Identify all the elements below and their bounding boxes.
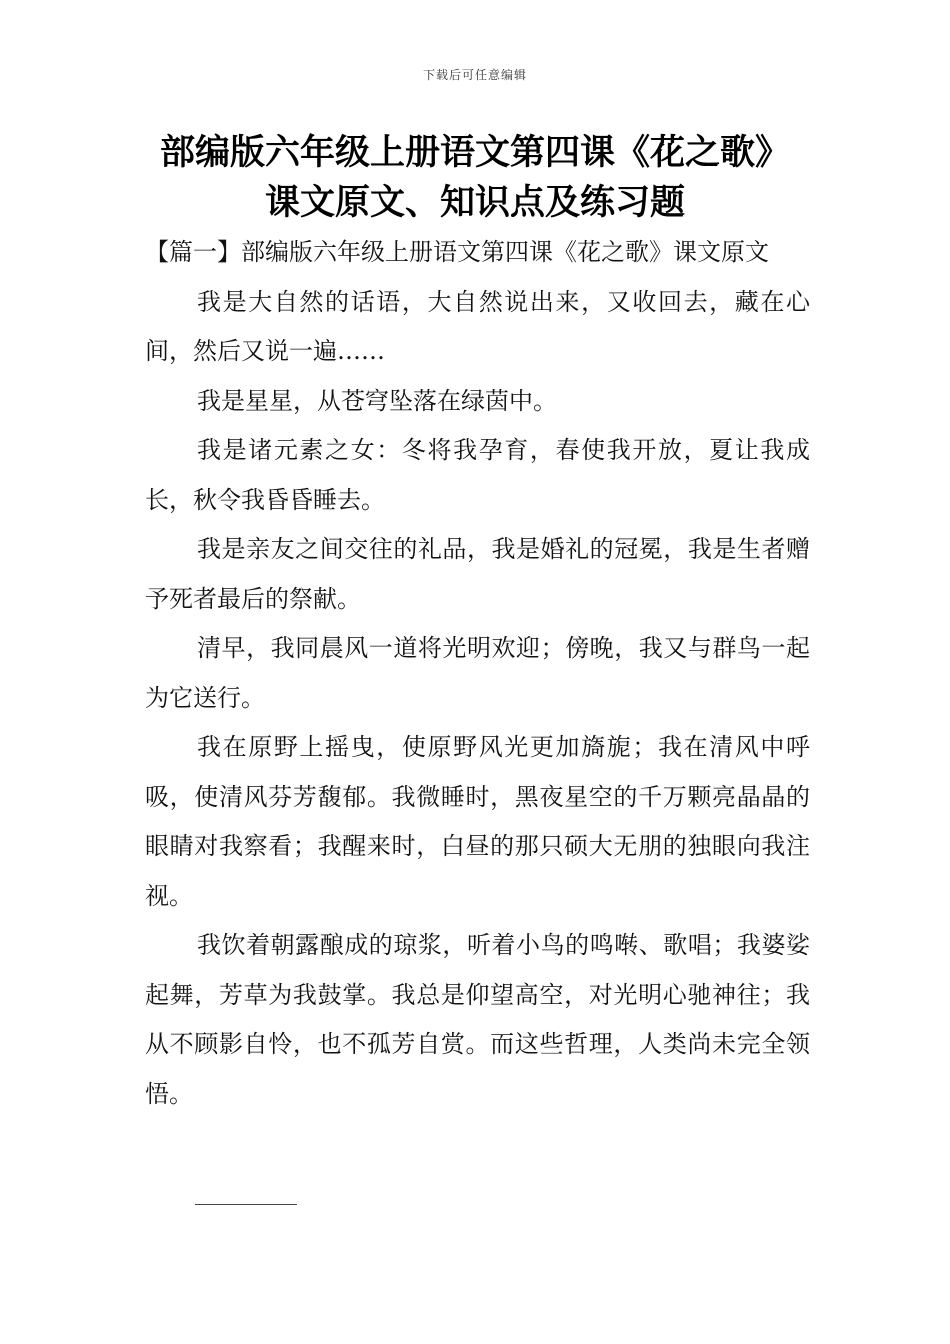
page-title	[80, 128, 870, 228]
footnote-divider	[195, 1204, 297, 1205]
paragraph-4: 我是亲友之间交往的礼品，我是婚礼的冠冕，我是生者赠予死者最后的祭献。	[145, 535, 810, 613]
document-body	[145, 228, 810, 1119]
paragraph-5: 清早，我同晨风一道将光明欢迎；傍晚，我又与群鸟一起为它送行。	[145, 634, 810, 712]
paragraph-3: 我是诸元素之女：冬将我孕育，春使我开放，夏让我成长，秋令我昏昏睡去。	[145, 436, 810, 514]
paragraph-7: 我饮着朝露酿成的琼浆，听着小鸟的鸣啭、歌唱；我婆娑起舞，芳草为我鼓掌。我总是仰望高空，对光明心驰神往；我从不顾影自怜，也不孤芳自赏。而这些哲理，人类尚未完全领悟。	[145, 931, 810, 1108]
paragraph-1: 我是大自然的话语，大自然说出来，又收回去，藏在心间，然后又说一遍……	[145, 287, 810, 365]
paragraph-6: 我在原野上摇曳，使原野风光更加旖旎；我在清风中呼吸，使清风芬芳馥郁。我微睡时，黑夜星空的千万颗亮晶晶的眼睛对我察看；我醒来时，白昼的那只硕大无朋的独眼向我注视。	[145, 733, 810, 910]
header-note: 下载后可任意编辑	[422, 68, 527, 82]
title-line-1: 部编版六年级上册语文第四课《花之歌》	[159, 133, 790, 173]
title-line-2: 课文原文、知识点及练习题	[264, 183, 685, 223]
section-heading: 【篇一】部编版六年级上册语文第四课《花之歌》课文原文	[145, 238, 769, 266]
paragraph-2: 我是星星，从苍穹坠落在绿茵中。	[197, 386, 557, 415]
